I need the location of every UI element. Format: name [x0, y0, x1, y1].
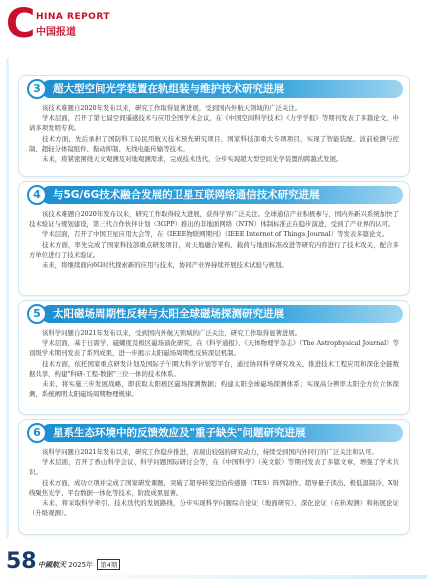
china-report-logo	[6, 1, 136, 47]
paragraph: 该技术难题自2020年发布以来，研究工作取得显著进展，受到国内外航天领域的广泛关注。	[42, 104, 302, 112]
bottom-decor-band	[0, 575, 427, 579]
paragraph: 技术方面，依托国家重点研发计划及国际子午圈大科学计划等平台，通过协同科学研究攻关、推进技术工程应用和深化全链数据共享，构建"科研-工程-数据"三位一体的技术体系。	[29, 359, 399, 378]
paragraph: 未来，将实施三步发展战略，即获取太阳极区磁场探测数据；构建太阳全球磁场探测体系；实现高分辨率太阳全方位立体探测，系统阐明太阳磁场周期物理规律。	[29, 380, 399, 399]
section-header	[33, 186, 403, 204]
section-body	[19, 323, 409, 403]
paragraph: 技术方面，先后承担了国防科工局民用航天技术预先研究项目、国家科技部重大专项项目，实现了智能装配、波前检测与控制、超轻分体镜组件、振动抑制、无线电能传输等技术。	[29, 134, 399, 153]
paragraph: 学术层面，基于日震学、磁螺度及极区磁场演化研究，在《科学通报》、《天体物理学杂志》（The Astrophysical Journal）等顶级学术期刊发表了系列成果，进一步揭示太阳磁场周期性反转深层机制。	[29, 339, 399, 358]
paragraph: 未来，将紧密围绕天文观测及对地观测需求，完成技术迭代，分步实现超大型空间光学装置的跨越式发展。	[42, 155, 343, 164]
issue-number: 第4期	[97, 559, 120, 570]
paragraph: 学术层面，召开了香山科学会议、科学问题国际研讨会等，在《中国科学》（英文版）等期刊发表了多篇文章，增强了学术共识。	[29, 458, 399, 477]
section-card-6	[18, 419, 410, 535]
paragraph: 学术层面，召开了第七届空间遥感技术与应用全国学术会议，在《中国空间科学技术》《力学学报》等期刊发表了多篇论文，申请多项发明专利。	[29, 114, 399, 133]
section-number-badge: 3	[27, 79, 47, 99]
section-card-3	[18, 75, 410, 177]
paragraph: 未来，将继续面向6G时代探索新的应用与技术，协同产业界持续开展技术试验与规划。	[42, 261, 288, 270]
section-header	[33, 424, 403, 442]
paragraph: 学术层面，召开了中国卫星应用大会等，在《IEEE物联网期刊》（IEEE Internet of Things Journal）等发表多篇论文。	[42, 230, 389, 239]
paragraph: 技术方面，率先完成了国家科技部重点研发项目，对天地融合架构、载荷与地面标准改进等研究内容进行了技术攻关，配合多方单位进行了技术验证。	[29, 240, 399, 259]
magazine-info	[38, 559, 120, 570]
issue-year: 2025年	[68, 561, 94, 569]
paragraph: 技术方面，成功立项并完成了国家研发课题，突破了超导转变边沿传感器（TES）阵列制作、超导量子读出、极低温制冷、X射线聚焦光学、平台数据一体化等技术，阶段成果显著。	[29, 478, 399, 497]
page-number: 58	[6, 549, 37, 574]
logo-chinese: 中国报道	[36, 27, 76, 38]
section-number-badge: 5	[27, 304, 47, 324]
section-title: 太阳磁场周期性反转与太阳全球磁场探测研究进展	[53, 308, 284, 320]
section-title: 星系生态环境中的反馈效应及"重子缺失"问题研究进展	[53, 427, 306, 439]
section-number-badge: 6	[27, 423, 47, 443]
section-title: 与5G/6G技术融合发展的卫星互联网络通信技术研究进展	[53, 189, 320, 201]
paragraph: 该科学问题自2021年发布以来，研究工作稳步推进，表现出较强的研究动力，持续受到国内外同行的广泛关注和认可。	[42, 448, 378, 456]
logo-english: HINA REPORT	[36, 12, 111, 22]
section-header	[33, 80, 403, 98]
magazine-name: 中國航天	[38, 561, 66, 569]
paragraph: 未来，将采取科学牵引、技术迭代的发展路线，分步实现科学问题综合论证（地面研究）、深化论证（在轨观测）和拓展论证（升级观测）。	[29, 499, 399, 518]
left-accent-rail	[6, 58, 9, 538]
paragraph: 该科学问题自2021年发布以来，受到国内外航天领域的广泛关注，研究工作取得显著进展。	[42, 329, 302, 337]
section-body	[19, 98, 409, 168]
section-header	[33, 305, 403, 323]
section-card-5	[18, 300, 410, 415]
section-body	[19, 442, 409, 522]
section-title: 超大型空间光学装置在轨组装与维护技术研究进展	[53, 83, 284, 95]
page-footer	[6, 551, 206, 573]
logo-letter: C	[6, 1, 36, 47]
paragraph: 该技术难题自2020年发布以来，研究工作取得较大进展，获得学界广泛关注。全球通信产业积极参与，国内外新兴系统加快了技术验证与规划建设，第三代合作伙伴计划（3GPP）推出的非地面网络（NTN）体制标准正在稳步演进，受到了产业界的认可。	[29, 210, 399, 229]
section-card-4	[18, 181, 410, 296]
section-body	[19, 204, 409, 274]
section-number-badge: 4	[27, 185, 47, 205]
